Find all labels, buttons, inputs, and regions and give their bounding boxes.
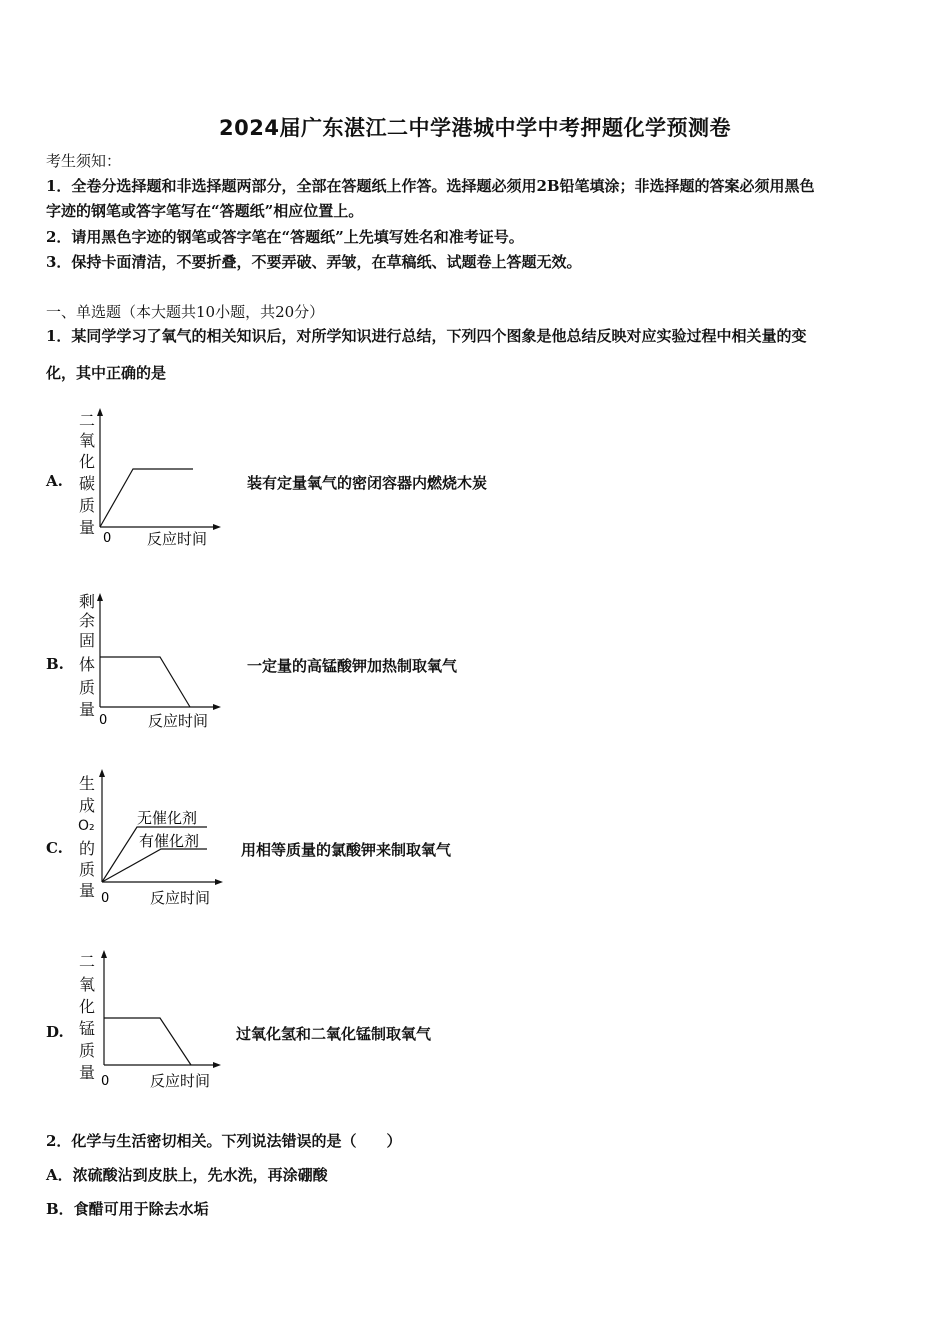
q1-stem-line-2: 化，其中正确的是 xyxy=(46,364,167,382)
graph-c-curve-label-1: 无催化剂 xyxy=(137,809,198,827)
q1-option-c-letter[interactable]: C. xyxy=(46,839,63,857)
graph-c-xlabel: 反应时间 xyxy=(150,889,211,907)
graph-d-ylabel-2: 氧 xyxy=(79,975,96,994)
notice-line-1b: 字迹的钢笔或答字笔写在“答题纸”相应位置上。 xyxy=(46,202,364,220)
q1-option-d-graph xyxy=(75,945,230,1090)
q2-stem: 2．化学与生活密切相关。下列说法错误的是（ ） xyxy=(46,1132,402,1150)
graph-a-ylabel-5: 质 xyxy=(79,496,96,515)
graph-a-origin: 0 xyxy=(103,531,112,546)
graph-b-ylabel-4: 体 xyxy=(79,655,96,674)
graph-d-ylabel-4: 锰 xyxy=(79,1019,96,1038)
graph-a-ylabel-4: 碳 xyxy=(79,474,96,493)
graph-b-xlabel: 反应时间 xyxy=(148,712,209,730)
page-title: 2024届广东湛江二中学港城中学中考押题化学预测卷 xyxy=(219,116,731,140)
graph-c-ylabel-6: 量 xyxy=(79,881,96,900)
graph-c-ylabel-5: 质 xyxy=(79,860,96,879)
graph-d-ylabel-3: 化 xyxy=(79,997,96,1016)
graph-a-ylabel-1: 二 xyxy=(79,411,96,430)
graph-b-ylabel-5: 质 xyxy=(79,678,96,697)
notice-heading: 考生须知： xyxy=(46,152,122,170)
graph-a-xlabel: 反应时间 xyxy=(147,530,208,548)
notice-line-2: 2．请用黑色字迹的钢笔或答字笔在“答题纸”上先填写姓名和准考证号。 xyxy=(46,228,524,246)
graph-d-ylabel-6: 量 xyxy=(79,1063,96,1082)
q1-option-b-text: 一定量的高锰酸钾加热制取氧气 xyxy=(247,657,458,675)
graph-b-ylabel-3: 固 xyxy=(79,631,96,650)
graph-c-origin: 0 xyxy=(101,891,110,906)
graph-a-ylabel-3: 化 xyxy=(79,452,96,471)
q1-option-d-letter[interactable]: D. xyxy=(46,1023,64,1041)
graph-c-ylabel-1: 生 xyxy=(79,774,96,793)
q1-stem-line-1: 1．某同学学习了氧气的相关知识后，对所学知识进行总结，下列四个图象是他总结反映对应实验过程中相关量的变 xyxy=(46,327,807,345)
q2-option-a[interactable]: A．浓硫酸沾到皮肤上，先水洗，再涂硼酸 xyxy=(46,1166,328,1184)
section-heading: 一、单选题（本大题共10小题，共20分） xyxy=(46,303,325,321)
graph-c-ylabel-2: 成 xyxy=(79,796,96,815)
q1-option-d-text: 过氧化氢和二氧化锰制取氧气 xyxy=(236,1025,432,1043)
q1-option-b-graph xyxy=(75,587,225,732)
q1-option-a-graph xyxy=(75,405,225,550)
graph-d-ylabel-1: 二 xyxy=(79,952,96,971)
graph-a-ylabel-6: 量 xyxy=(79,518,96,537)
graph-b-ylabel-2: 余 xyxy=(79,611,96,630)
q1-option-a-letter[interactable]: A. xyxy=(46,472,63,490)
graph-b-ylabel-1: 剩 xyxy=(79,592,96,611)
q1-option-b-letter[interactable]: B. xyxy=(46,655,64,673)
graph-a-ylabel-2: 氧 xyxy=(79,431,96,450)
graph-d-origin: 0 xyxy=(101,1074,110,1089)
notice-line-1a: 1．全卷分选择题和非选择题两部分，全部在答题纸上作答。选择题必须用2B铅笔填涂；非选择题的答案必须用黑色 xyxy=(46,177,815,195)
q2-option-b[interactable]: B．食醋可用于除去水垢 xyxy=(46,1200,209,1218)
q1-option-a-text: 装有定量氧气的密闭容器内燃烧木炭 xyxy=(247,474,488,492)
graph-b-origin: 0 xyxy=(99,713,108,728)
notice-line-3: 3．保持卡面清洁，不要折叠，不要弄破、弄皱，在草稿纸、试题卷上答题无效。 xyxy=(46,253,582,271)
graph-c-ylabel-3: O₂ xyxy=(78,818,95,834)
graph-b-ylabel-6: 量 xyxy=(79,700,96,719)
graph-d-xlabel: 反应时间 xyxy=(150,1072,211,1090)
q1-option-c-text: 用相等质量的氯酸钾来制取氧气 xyxy=(241,841,452,859)
graph-c-ylabel-4: 的 xyxy=(79,839,96,858)
graph-c-curve-label-2: 有催化剂 xyxy=(139,832,200,850)
graph-d-ylabel-5: 质 xyxy=(79,1041,96,1060)
q1-option-c-graph xyxy=(75,765,230,910)
